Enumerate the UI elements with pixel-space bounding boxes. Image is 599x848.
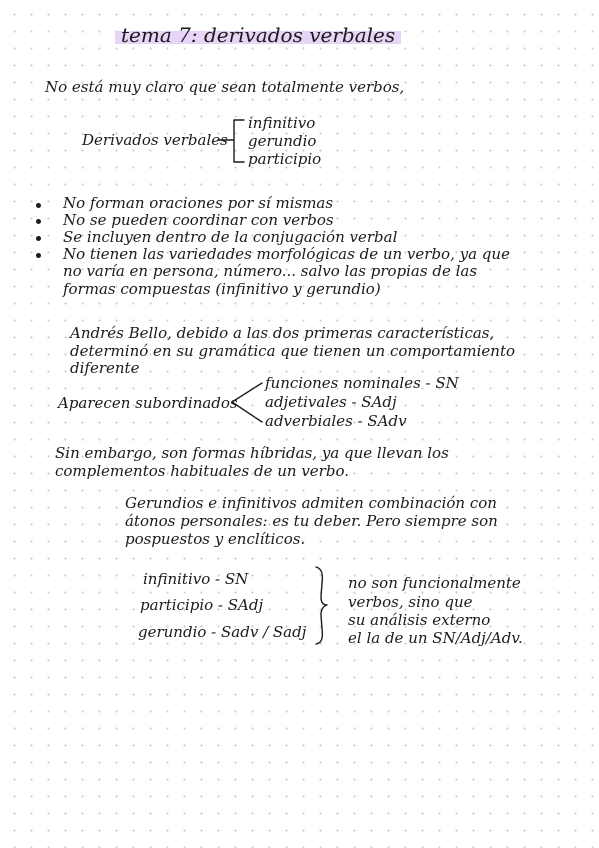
funcion-left-item: gerundio - Sadv / Sadj	[138, 623, 307, 641]
bullet-dot-icon	[36, 236, 41, 241]
bello-line: determinó en su gramática que tienen un comportamiento	[70, 342, 515, 360]
derivados-item: infinitivo	[248, 114, 316, 132]
funcion-right-line: su análisis externo	[348, 611, 491, 629]
bullet-dot-icon	[36, 253, 41, 258]
subordinados-item: funciones nominales - SN	[265, 374, 459, 392]
derivados-item: gerundio	[248, 132, 317, 150]
funcion-right-line: verbos, sino que	[348, 593, 473, 611]
right-brace-icon	[312, 565, 336, 647]
bello-line: diferente	[70, 359, 140, 377]
bullet-dot-icon	[36, 219, 41, 224]
bullet-text: No se pueden coordinar con verbos	[63, 211, 334, 229]
gerundios-line: pospuestos y enclíticos.	[125, 530, 306, 548]
funcion-right-line: el la de un SN/Adj/Adv.	[348, 629, 523, 647]
hibridas-line: Sin embargo, son formas híbridas, ya que llevan los	[55, 444, 449, 462]
bullet-text: Se incluyen dentro de la conjugación verbal	[63, 228, 398, 246]
bullet-text: No tienen las variedades morfológicas de un verbo, ya que	[63, 245, 510, 263]
page-title: tema 7: derivados verbales	[115, 22, 401, 48]
gerundios-line: Gerundios e infinitivos admiten combinación con	[125, 494, 497, 512]
bullet-dot-icon	[36, 203, 41, 208]
funcion-right-line: no son funcionalmente	[348, 574, 521, 592]
funcion-left-item: participio - SAdj	[140, 596, 264, 614]
intro-line: No está muy claro que sean totalmente verbos,	[45, 78, 405, 96]
derivados-item: participio	[248, 150, 322, 168]
hibridas-line: complementos habituales de un verbo.	[55, 462, 349, 480]
bullet-text: formas compuestas (infinitivo y gerundio)	[63, 280, 381, 298]
bullet-text: no varía en persona, número... salvo las propias de las	[63, 262, 478, 280]
subordinados-item: adverbiales - SAdv	[265, 412, 407, 430]
subordinados-label: Aparecen subordinados	[58, 394, 238, 412]
derivados-label: Derivados verbales	[82, 131, 228, 149]
less-than-bracket-icon	[230, 380, 270, 428]
bello-line: Andrés Bello, debido a las dos primeras características,	[70, 324, 495, 342]
bullet-text: No forman oraciones por sí mismas	[63, 194, 334, 212]
funcion-left-item: infinitivo - SN	[143, 570, 249, 588]
subordinados-item: adjetivales - SAdj	[265, 393, 397, 411]
gerundios-line: átonos personales: es tu deber. Pero siempre son	[125, 512, 498, 530]
